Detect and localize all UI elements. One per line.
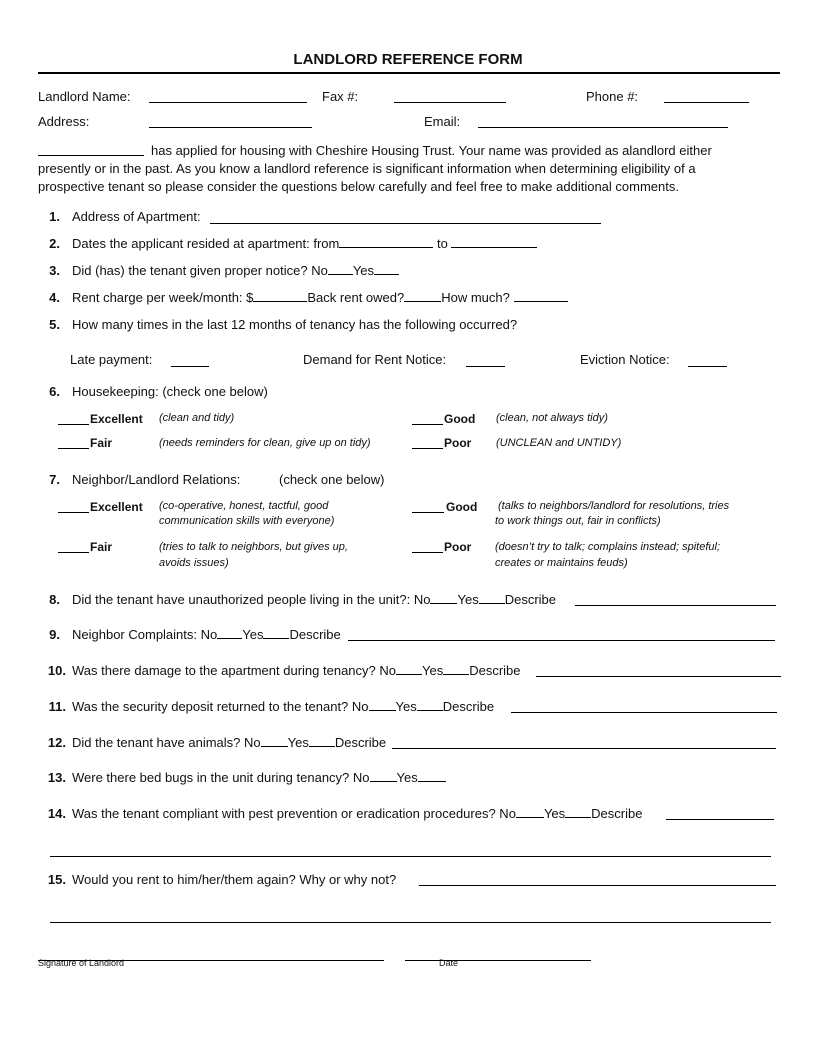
- q2-to-field[interactable]: [451, 236, 537, 248]
- q2-number: 2.: [49, 236, 60, 251]
- q8-describe-field[interactable]: [575, 605, 776, 606]
- date-field[interactable]: [405, 960, 591, 961]
- q3-number: 3.: [49, 263, 60, 278]
- q8-yes-text: Yes: [457, 592, 479, 607]
- q15-label: Would you rent to him/her/them again? Why or why not?: [72, 872, 397, 887]
- q10-number: 10.: [47, 663, 66, 678]
- phone-field[interactable]: [664, 102, 749, 103]
- relations-excellent-desc-2: communication skills with everyone): [159, 515, 335, 527]
- intro-line-1: has applied for housing with Cheshire Housing Trust. Your name was provided as alandlord either: [151, 143, 712, 158]
- q2-label: [72, 236, 537, 251]
- eviction-notice-field[interactable]: [688, 366, 727, 367]
- late-payment-label: Late payment:: [70, 352, 153, 367]
- fax-field[interactable]: [394, 102, 506, 103]
- q13-label: [72, 770, 446, 785]
- q9-yes-field[interactable]: [263, 627, 289, 639]
- relations-good-desc-1: (talks to neighbors/landlord for resolutions, tries: [498, 500, 730, 512]
- q10-yes-text: Yes: [421, 663, 444, 678]
- q8-no-text: Did the tenant have unauthorized people living in the unit?: No: [72, 592, 431, 607]
- q1-address-field[interactable]: [210, 223, 601, 224]
- q4-rent-field[interactable]: [253, 290, 307, 302]
- q14-no-field[interactable]: [516, 806, 544, 818]
- housekeeping-poor-checkbox[interactable]: [412, 448, 443, 449]
- q15-answer-field-2[interactable]: [50, 922, 771, 923]
- q4-how-much-text: How much?: [441, 290, 510, 305]
- q13-no-text: Were there bed bugs in the unit during tenancy? No: [72, 770, 370, 785]
- q12-no-field[interactable]: [261, 735, 288, 747]
- q13-yes-field[interactable]: [418, 770, 446, 782]
- q7-label: Neighbor/Landlord Relations:: [72, 472, 241, 487]
- housekeeping-good-desc: (clean, not always tidy): [496, 412, 608, 424]
- housekeeping-excellent-checkbox[interactable]: [58, 424, 89, 425]
- eviction-notice-label: Eviction Notice:: [580, 352, 670, 367]
- q4-label: [72, 290, 568, 305]
- demand-notice-label: Demand for Rent Notice:: [303, 352, 447, 367]
- relations-fair-checkbox[interactable]: [58, 552, 89, 553]
- q9-describe-text: Describe: [289, 627, 341, 642]
- intro-line-3: prospective tenant so please consider the questions below carefully and feel free to make additional comments.: [38, 179, 679, 194]
- late-payment-field[interactable]: [171, 366, 209, 367]
- q13-no-field[interactable]: [370, 770, 397, 782]
- q3-label: [72, 263, 399, 278]
- q3-no-field[interactable]: [328, 263, 353, 275]
- fax-label: Fax #:: [322, 89, 359, 104]
- relations-good-label: Good: [446, 500, 478, 514]
- relations-poor-desc-1: (doesn’t try to talk; complains instead; spiteful;: [495, 541, 720, 553]
- relations-poor-desc-2: creates or maintains feuds): [495, 557, 628, 569]
- relations-fair-desc-2: avoids issues): [159, 557, 229, 569]
- applicant-name-field[interactable]: [38, 155, 144, 156]
- q9-no-field[interactable]: [217, 627, 242, 639]
- q10-describe-field[interactable]: [536, 676, 781, 677]
- landlord-name-label: Landlord Name:: [38, 89, 131, 104]
- q13-number: 13.: [47, 770, 66, 785]
- q2-to-text: to: [437, 236, 448, 251]
- q11-number: 11.: [48, 699, 66, 714]
- q11-describe-field[interactable]: [511, 712, 777, 713]
- q14-yes-field[interactable]: [565, 806, 591, 818]
- q2-from-field[interactable]: [339, 236, 433, 248]
- relations-fair-label: Fair: [90, 540, 113, 554]
- q4-how-much-field[interactable]: [514, 290, 568, 302]
- relations-poor-checkbox[interactable]: [412, 552, 443, 553]
- q11-no-text: Was the security deposit returned to the tenant? No: [72, 699, 369, 714]
- demand-notice-field[interactable]: [466, 366, 505, 367]
- relations-excellent-label: Excellent: [90, 500, 143, 514]
- address-label: Address:: [38, 114, 90, 129]
- q12-no-text: Did the tenant have animals? No: [72, 735, 261, 750]
- q8-label: [72, 592, 556, 607]
- housekeeping-excellent-label: Excellent: [90, 412, 143, 426]
- relations-good-desc-2: to work things out, fair in conflicts): [495, 515, 661, 527]
- q3-no-text: Did (has) the tenant given proper notice? No: [72, 263, 328, 278]
- q14-describe-field-2[interactable]: [50, 856, 771, 857]
- q14-describe-text: Describe: [591, 806, 643, 821]
- q10-label: [72, 663, 521, 678]
- q4-number: 4.: [49, 290, 60, 305]
- q9-yes-text: Yes: [242, 627, 264, 642]
- housekeeping-poor-label: Poor: [444, 436, 472, 450]
- q10-describe-text: Describe: [469, 663, 521, 678]
- q2-from-text: Dates the applicant resided at apartment: from: [72, 236, 340, 251]
- relations-excellent-desc-1: (co-operative, honest, tactful, good: [159, 500, 329, 512]
- q8-no-field[interactable]: [430, 592, 457, 604]
- q11-describe-text: Describe: [442, 699, 495, 714]
- q8-number: 8.: [49, 592, 60, 607]
- q11-no-field[interactable]: [369, 699, 396, 711]
- address-field[interactable]: [149, 127, 312, 128]
- q4-back-rent-field[interactable]: [404, 290, 441, 302]
- housekeeping-poor-desc: (UNCLEAN and UNTIDY): [496, 437, 622, 449]
- q1-number: 1.: [49, 209, 60, 224]
- q11-yes-text: Yes: [395, 699, 417, 714]
- housekeeping-excellent-desc: (clean and tidy): [159, 412, 235, 424]
- q12-number: 12.: [47, 735, 66, 750]
- housekeeping-fair-checkbox[interactable]: [58, 448, 89, 449]
- date-label: Date: [439, 958, 459, 968]
- q6-number: 6.: [49, 384, 60, 399]
- q13-yes-text: Yes: [396, 770, 418, 785]
- intro-line-2: presently or in the past. As you know a landlord reference is significant information when determining eligibility of a: [38, 161, 696, 176]
- q12-describe-field[interactable]: [392, 748, 776, 749]
- relations-good-checkbox[interactable]: [412, 512, 444, 513]
- q14-label: [72, 806, 642, 821]
- email-field[interactable]: [478, 127, 728, 128]
- q14-describe-field[interactable]: [666, 819, 774, 820]
- q12-describe-text: Describe: [334, 735, 387, 750]
- q15-number: 15.: [47, 872, 66, 887]
- q11-label: [72, 699, 494, 714]
- housekeeping-fair-label: Fair: [90, 436, 113, 450]
- q7-number: 7.: [49, 472, 60, 487]
- q1-label: Address of Apartment:: [72, 209, 201, 224]
- housekeeping-fair-desc: (needs reminders for clean, give up on tidy): [159, 437, 371, 449]
- q3-yes-field[interactable]: [374, 263, 399, 275]
- landlord-name-field[interactable]: [149, 102, 307, 103]
- email-label: Email:: [424, 114, 461, 129]
- landlord-signature-label: Signature of Landlord: [38, 958, 125, 968]
- q14-yes-text: Yes: [543, 806, 566, 821]
- q3-yes-text: Yes: [352, 263, 375, 278]
- q14-no-text: Was the tenant compliant with pest prevention or eradication procedures? No: [72, 806, 516, 821]
- q12-label: [72, 735, 386, 750]
- q15-answer-field[interactable]: [419, 885, 776, 886]
- q14-number: 14.: [47, 806, 66, 821]
- q5-number: 5.: [49, 317, 60, 332]
- q6-label: Housekeeping: (check one below): [72, 384, 268, 399]
- page-title: LANDLORD REFERENCE FORM: [293, 51, 523, 68]
- q9-label: [72, 627, 341, 642]
- q5-label: How many times in the last 12 months of tenancy has the following occurred?: [72, 317, 518, 332]
- q10-yes-field[interactable]: [443, 663, 469, 675]
- housekeeping-good-label: Good: [444, 412, 476, 426]
- housekeeping-good-checkbox[interactable]: [412, 424, 443, 425]
- q10-no-field[interactable]: [396, 663, 422, 675]
- relations-poor-label: Poor: [444, 540, 472, 554]
- relations-excellent-checkbox[interactable]: [58, 512, 89, 513]
- q12-yes-field[interactable]: [309, 735, 335, 747]
- q7-instruction: (check one below): [279, 472, 385, 487]
- q10-no-text: Was there damage to the apartment during tenancy? No: [72, 663, 396, 678]
- title-rule: [38, 72, 780, 74]
- phone-label: Phone #:: [586, 89, 639, 104]
- q4-back-rent-text: Back rent owed?: [307, 290, 405, 305]
- q11-yes-field[interactable]: [417, 699, 443, 711]
- q4-rent-text: Rent charge per week/month: $: [72, 290, 254, 305]
- q8-yes-field[interactable]: [479, 592, 505, 604]
- q12-yes-text: Yes: [287, 735, 309, 750]
- q8-describe-text: Describe: [504, 592, 556, 607]
- q9-number: 9.: [49, 627, 60, 642]
- relations-fair-desc-1: (tries to talk to neighbors, but gives up,: [159, 541, 348, 553]
- q9-no-text: Neighbor Complaints: No: [72, 627, 218, 642]
- q9-describe-field[interactable]: [348, 640, 775, 641]
